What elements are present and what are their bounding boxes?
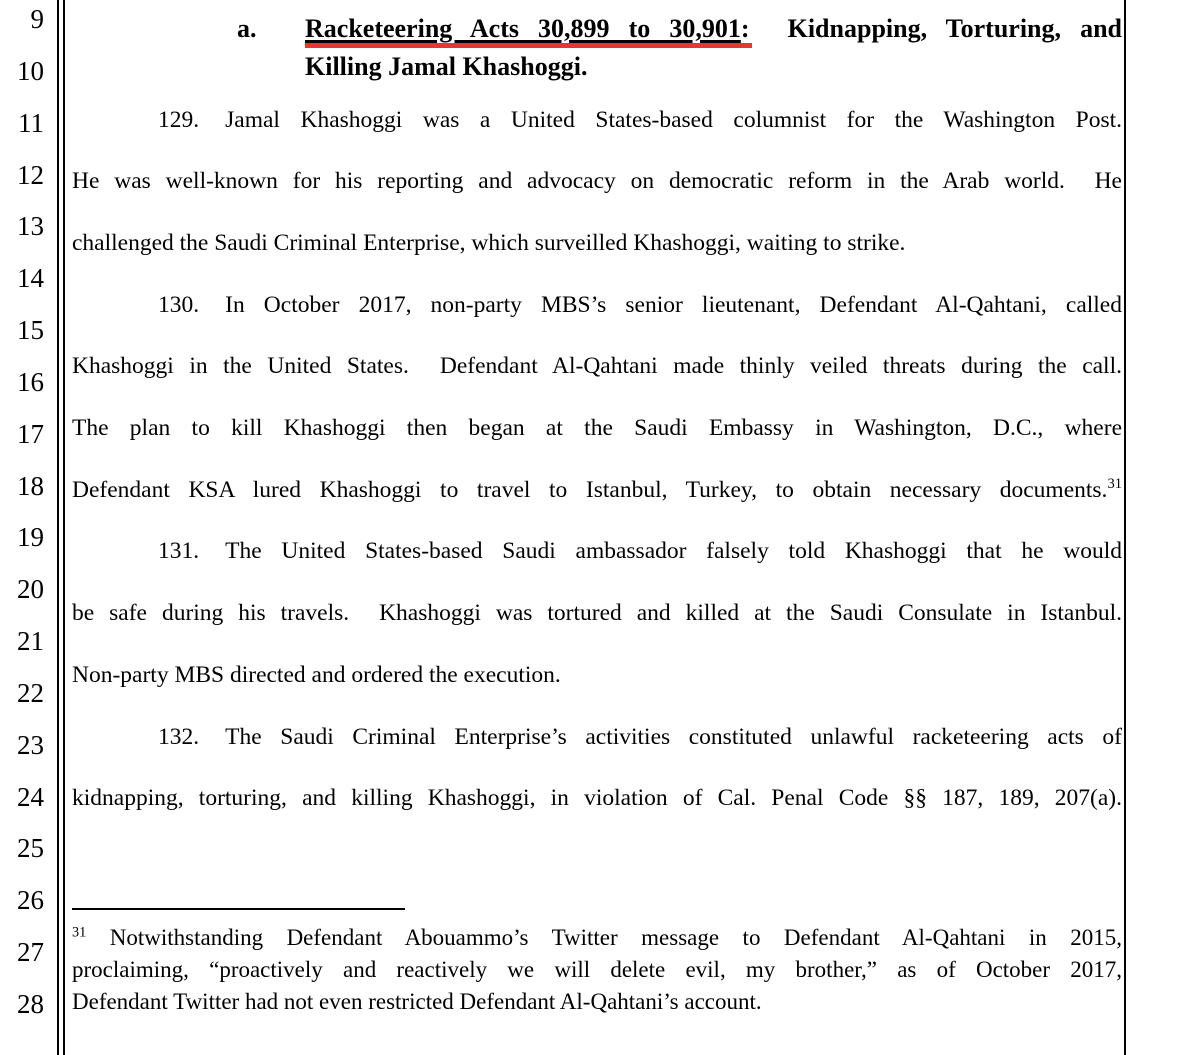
line-number: 14 <box>17 263 44 294</box>
footnote-line: proclaiming, “proactively and reactively we will delete evil, my brother,” as of October 2017, <box>72 957 1122 982</box>
body-line: Khashoggi in the United States. Defendant Al-Qahtani made thinly veiled threats during the call. <box>72 353 1122 380</box>
body-line: Non-party MBS directed and ordered the execution. <box>72 661 561 688</box>
heading-label: a. <box>237 14 257 43</box>
line-number: 15 <box>17 315 44 346</box>
footnote-separator <box>72 908 405 910</box>
body-line: The plan to kill Khashoggi then began at the Saudi Embassy in Washington, D.C., where <box>72 415 1122 441</box>
line-number: 13 <box>17 211 44 242</box>
paragraph-number: 131. <box>158 538 200 565</box>
paragraph-number: 130. <box>158 291 200 318</box>
line-number: 12 <box>17 159 44 190</box>
line-number: 10 <box>17 55 44 86</box>
heading-underlined-text: Racketeering Acts 30,899 to 30,901 <box>305 14 741 43</box>
line-number: 24 <box>17 781 44 812</box>
line-number: 28 <box>17 988 44 1019</box>
line-number: 23 <box>17 729 44 760</box>
line-number: 20 <box>17 574 44 605</box>
line-number: 27 <box>17 937 44 968</box>
left-double-rule-inner <box>63 0 65 1055</box>
body-line: He was well-known for his reporting and advocacy on democratic reform in the Arab world. He <box>72 168 1122 195</box>
red-underline-annotation <box>305 14 750 43</box>
footnote-line: $^{31}$ Notwithstanding Defendant Abouammo’s Twitter message to Defendant Al-Qahtani in 2015, <box>72 924 1123 950</box>
line-number: 16 <box>17 366 44 397</box>
line-number: 21 <box>17 626 44 657</box>
body-line: 132. The Saudi Criminal Enterprise’s activities constituted unlawful racketeering acts of <box>158 723 1122 750</box>
line-number: 11 <box>18 107 44 138</box>
body-line: kidnapping, torturing, and killing Khashoggi, in violation of Cal. Penal Code §§ 187, 189, 207(a). <box>72 785 1122 812</box>
heading-line-2: Killing Jamal Khashoggi. <box>305 52 588 81</box>
heading-rest-text: Kidnapping, Torturing, and <box>749 14 1122 43</box>
line-number-column <box>0 0 46 1055</box>
footnote-line: Defendant Twitter had not even restricted Defendant Al-Qahtani’s account. <box>72 989 762 1014</box>
body-line: 130. In October 2017, non-party MBS’s senior lieutenant, Defendant Al-Qahtani, called <box>158 291 1122 318</box>
line-number: 25 <box>17 833 44 864</box>
line-number: 9 <box>30 4 44 34</box>
body-line: be safe during his travels. Khashoggi was tortured and killed at the Saudi Consulate in Istanbul. <box>72 600 1122 627</box>
line-number: 18 <box>17 470 44 501</box>
footnote-marker: 31 <box>1107 475 1122 492</box>
heading-line-1 <box>305 10 1122 48</box>
body-line: 131. The United States-based Saudi ambassador falsely told Khashoggi that he would <box>158 538 1122 565</box>
body-line: challenged the Saudi Criminal Enterprise, which surveilled Khashoggi, waiting to strike. <box>72 229 906 256</box>
section-heading <box>305 10 1122 86</box>
line-number: 26 <box>17 885 44 916</box>
body-line: 129. Jamal Khashoggi was a United States-based columnist for the Washington Post. <box>158 106 1122 133</box>
heading-colon: : <box>740 14 750 43</box>
right-rule <box>1124 0 1126 1055</box>
paragraph-number: 129. <box>158 106 200 133</box>
paragraph-number: 132. <box>158 723 200 750</box>
left-double-rule-outer <box>57 0 59 1055</box>
body-line: Defendant KSA lured Khashoggi to travel to Istanbul, Turkey, to obtain necessary documents.$^{31}$ <box>72 475 1122 503</box>
line-number: 19 <box>17 522 44 553</box>
line-number: 22 <box>17 677 44 708</box>
footnote-marker: 31 <box>72 924 87 941</box>
line-number: 17 <box>17 418 44 449</box>
